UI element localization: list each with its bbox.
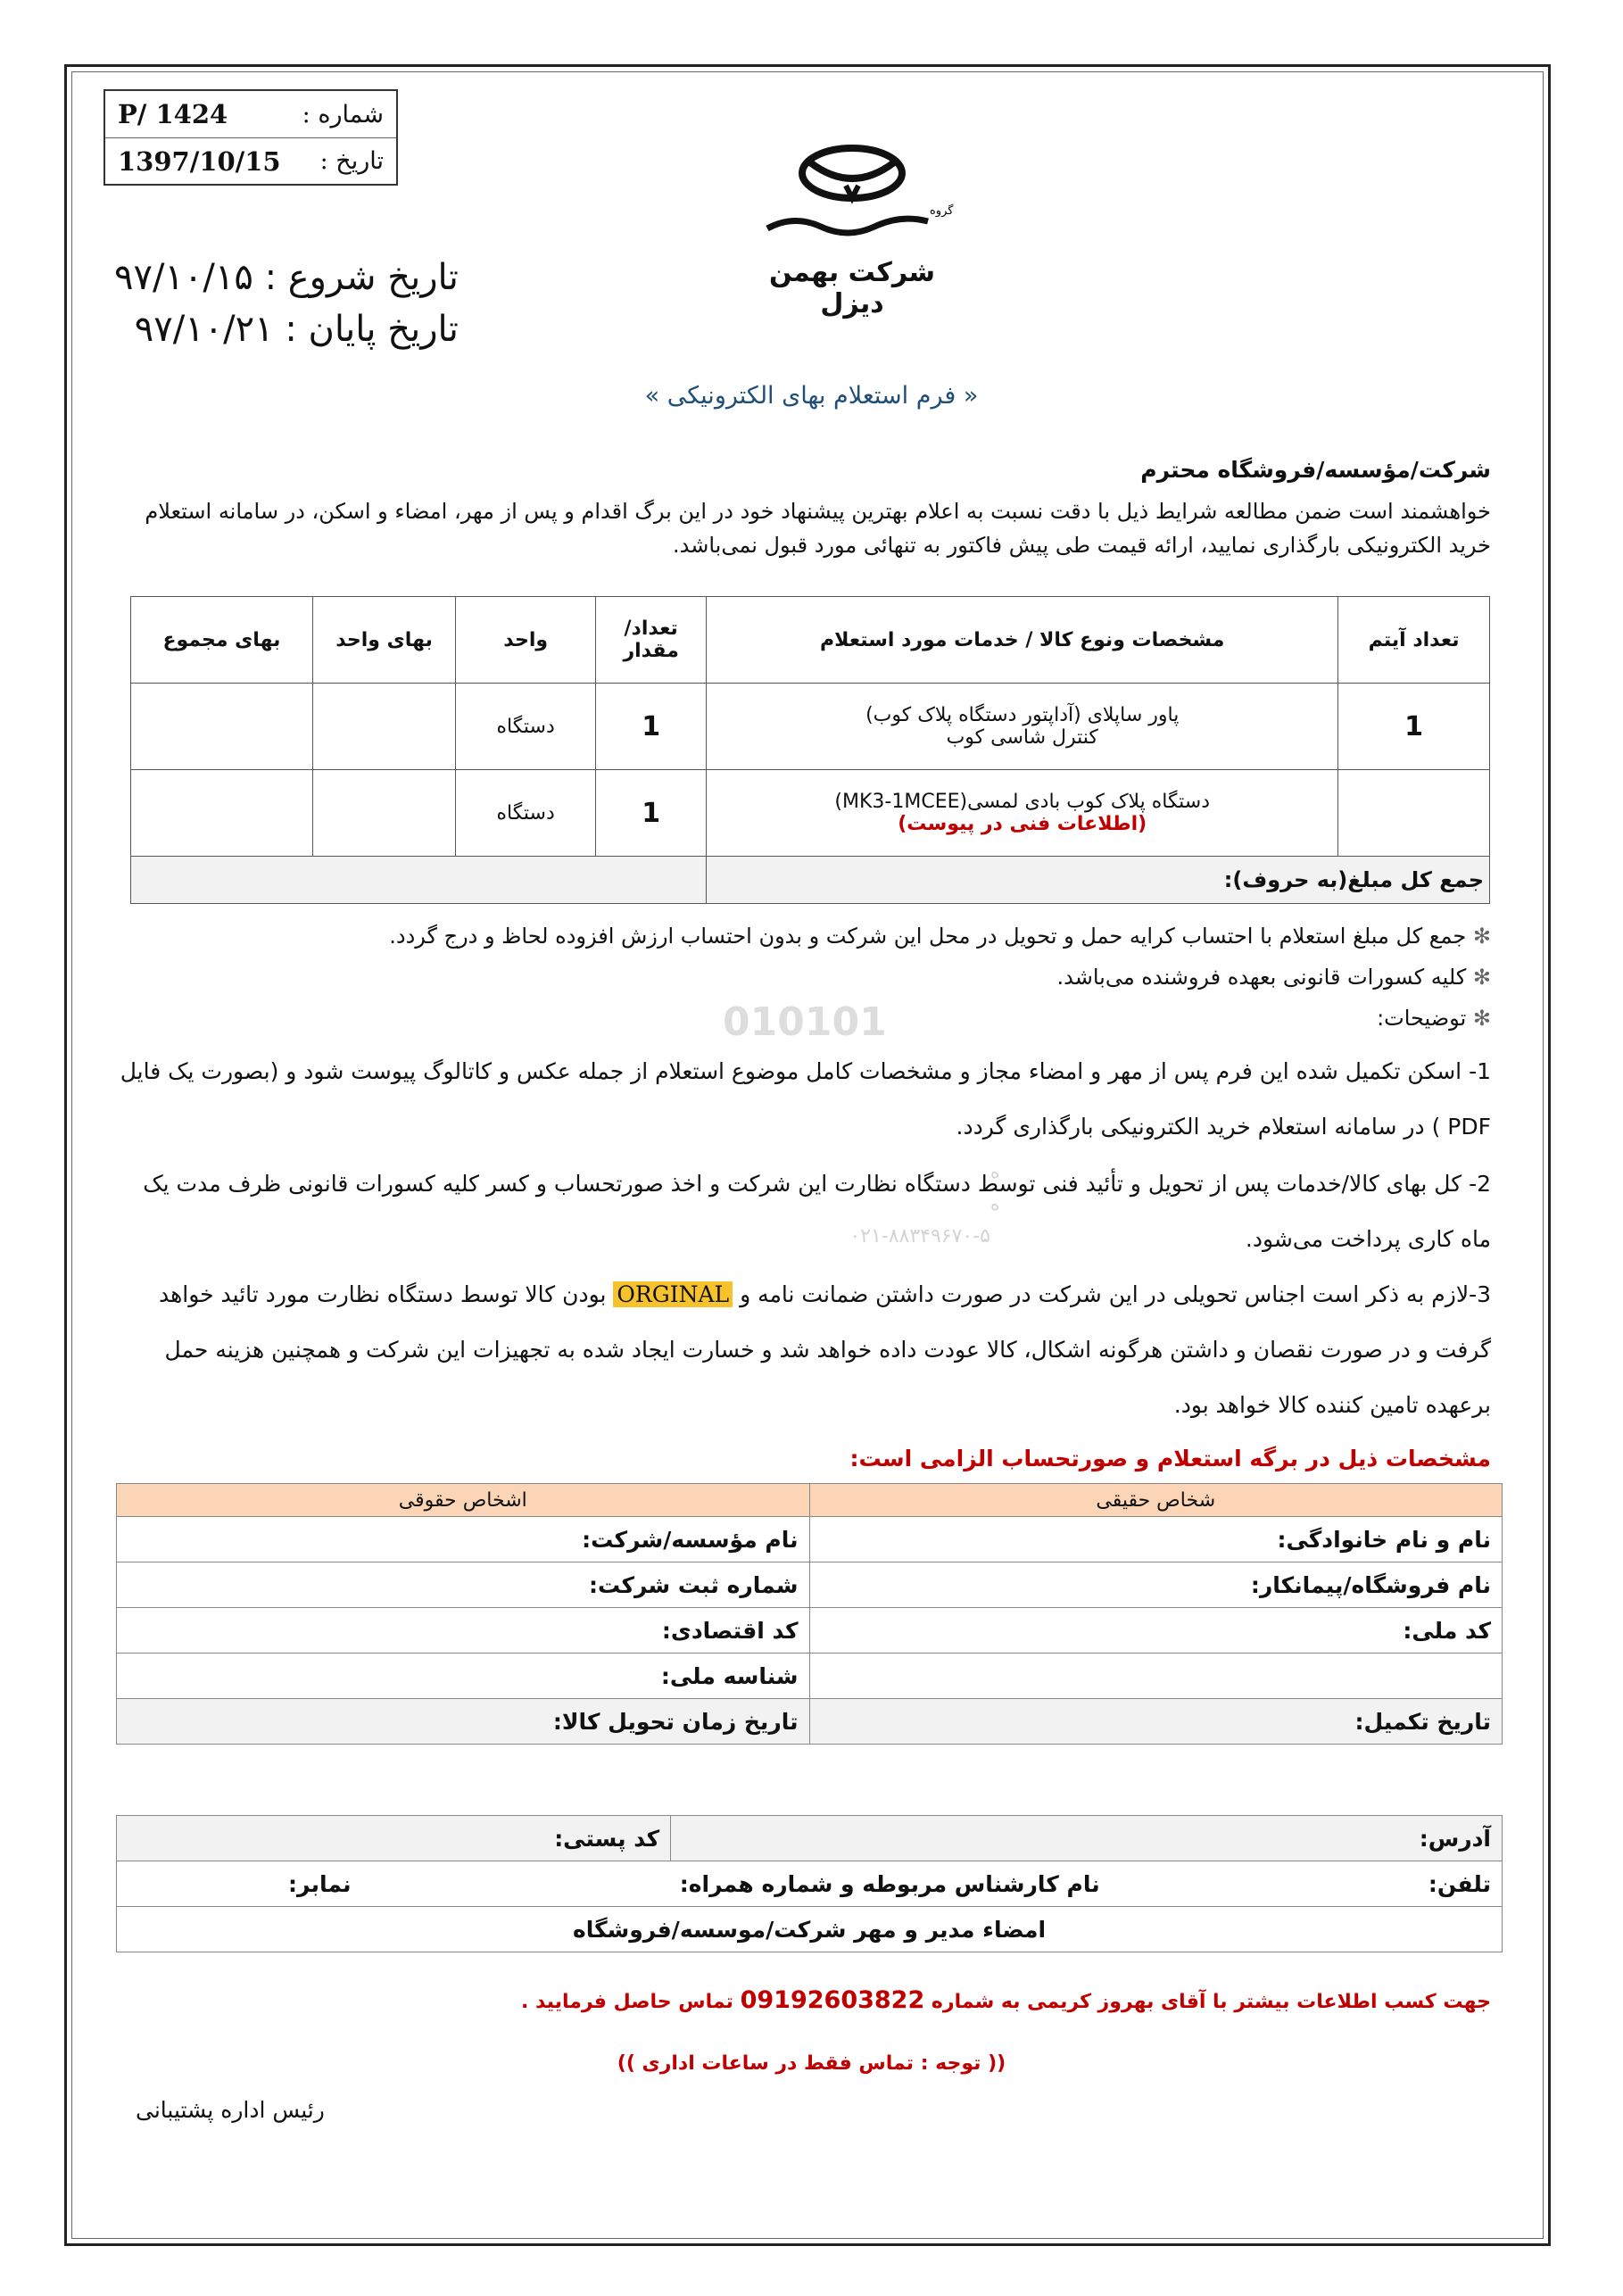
- items-header-row: [131, 597, 1490, 684]
- phone-row: [117, 1861, 1503, 1907]
- table-row: [131, 770, 1490, 857]
- table-row: [117, 1517, 1503, 1562]
- field-label[interactable]: نام فروشگاه/پیمانکار:: [809, 1562, 1503, 1608]
- number-row: [105, 91, 396, 137]
- unit-price-cell[interactable]: [312, 684, 455, 770]
- header-item-count: تعداد آیتم: [1338, 597, 1490, 684]
- item-count-cell: [1338, 770, 1490, 857]
- field-label[interactable]: کد ملی:: [809, 1608, 1503, 1654]
- watermark-line: ه: [990, 1161, 999, 1182]
- table-row: [117, 1861, 1503, 1907]
- total-price-cell[interactable]: [131, 684, 313, 770]
- company-logo: [741, 141, 964, 319]
- unit-cell: دستگاه: [456, 684, 596, 770]
- end-date: تاریخ پایان : ۹۷/۱۰/۲۱: [134, 309, 459, 350]
- specs-table: [116, 1483, 1503, 1745]
- tender-dates: [114, 252, 459, 355]
- field-label[interactable]: شناسه ملی:: [117, 1654, 810, 1699]
- contact-table: [116, 1815, 1503, 1952]
- header-total-price: بهای مجموع: [131, 597, 313, 684]
- field-label[interactable]: [809, 1654, 1503, 1699]
- bullet-text: کلیه کسورات قانونی بعهده فروشنده می‌باشد.: [1056, 965, 1467, 990]
- unit-cell: دستگاه: [456, 770, 596, 857]
- number-label: شماره :: [302, 100, 384, 128]
- intro-paragraph: خواهشمند است ضمن مطالعه شرایط ذیل با دقت نسبت به اعلام بهترین پیشنهاد خود در این برگ اقدام و پس از مهر، امضاء و اسکن، در سامانه استعلام خرید الکترونیکی بارگذاری نمایید، ارائه قیمت طی پیش فاکتور به تنهائی مورد قبول نمی‌باشد.: [145, 499, 1491, 558]
- description-cell: [707, 770, 1338, 857]
- total-row: [131, 857, 1490, 904]
- signature-field[interactable]: امضاء مدیر و مهر شرکت/موسسه/فروشگاه: [117, 1907, 1503, 1952]
- header-legal-person: اشخاص حقوقی: [117, 1484, 810, 1517]
- header-description: مشخصات ونوع کالا / خدمات مورد استعلام: [707, 597, 1338, 684]
- table-row: [117, 1699, 1503, 1745]
- office-hours-notice: (( توجه : تماس فقط در ساعات اداری )): [617, 2052, 1006, 2075]
- items-table: [130, 596, 1490, 904]
- description-line: دستگاه پلاک کوب بادی لمسی(MK3-1MCEE): [834, 791, 1211, 813]
- field-label[interactable]: تاریخ تکمیل:: [809, 1699, 1503, 1745]
- description-line: کنترل شاسی کوب: [946, 726, 1098, 749]
- unit-price-cell[interactable]: [312, 770, 455, 857]
- date-value: 1397/10/15: [118, 145, 281, 177]
- description-line: پاور ساپلای (آداپتور دستگاه پلاک کوب): [865, 704, 1180, 726]
- note-1: 1- اسکن تکمیل شده این فرم پس از مهر و امضاء مجاز و مشخصات کامل موضوع استعلام از جمله عکس و کاتالوگ پیوست شود و (بصورت یک فایل PDF ) در سامانه استعلام خرید الکترونیکی بارگذاری گردد.: [120, 1058, 1491, 1140]
- expert-field[interactable]: نام کارشناس مربوطه و شماره همراه:: [679, 1870, 1100, 1897]
- total-price-cell[interactable]: [131, 770, 313, 857]
- original-highlight: ORGINAL: [613, 1281, 733, 1307]
- note-bullet: ✻ کلیه کسورات قانونی بعهده فروشنده می‌باشد.: [1056, 965, 1491, 990]
- field-label[interactable]: کد اقتصادی:: [117, 1608, 810, 1654]
- table-row: [131, 684, 1490, 770]
- notes-heading-text: توضیحات:: [1377, 1006, 1467, 1031]
- header-unit-price: بهای واحد: [312, 597, 455, 684]
- item-count-cell: 1: [1338, 684, 1490, 770]
- watermark-digits: 010101: [723, 999, 887, 1045]
- field-label[interactable]: نام مؤسسه/شرکت:: [117, 1517, 810, 1562]
- contact-info-end: تماس حاصل فرمایید .: [521, 1991, 733, 2013]
- reference-box: [104, 89, 398, 186]
- date-row: [105, 137, 396, 184]
- technical-info-note: (اطلاعات فنی در پیوست): [898, 813, 1147, 835]
- phone-field[interactable]: تلفن:: [1428, 1870, 1491, 1897]
- note-bullet: ✻ جمع کل مبلغ استعلام با احتساب کرایه حمل و تحویل در محل این شرکت و بدون احتساب ارزش افزوده لحاظ و درج گردد.: [389, 924, 1491, 949]
- notes-heading: ✻ توضیحات:: [1377, 1006, 1491, 1031]
- total-label: جمع کل مبلغ(به حروف):: [707, 857, 1490, 904]
- form-title: « فرم استعلام بهای الکترونیکی »: [644, 382, 979, 410]
- company-name: شرکت بهمن دیزل: [769, 257, 935, 319]
- note-3-end: بودن کالا توسط دستگاه نظارت مورد تائید خواهد گرفت و در صورت نقصان و داشتن هرگونه اشکال، کالا عودت داده خواهد شد و خسارت ایجاد شده به تجهیزات این شرکت و همچنین هزینه حمل برعهده تامین کننده کالا خواهد بود.: [158, 1281, 1491, 1418]
- number-value: P/ 1424: [118, 99, 228, 129]
- watermark-line: ه: [990, 1193, 999, 1214]
- watermark-phone: ۰۲۱-۸۸۳۴۹۶۷۰-۵: [849, 1225, 990, 1247]
- fax-field[interactable]: نمابر:: [288, 1870, 352, 1897]
- description-cell: [707, 684, 1338, 770]
- note-2: 2- کل بهای کالا/خدمات پس از تحویل و تأئید فنی توسط دستگاه نظارت این شرکت و اخذ صورتحساب و کسر کلیه کسورات قانونی ظرف مدت یک ماه کاری پرداخت می‌شود.: [143, 1171, 1491, 1252]
- address-field[interactable]: آدرس:: [671, 1816, 1503, 1861]
- field-label[interactable]: شماره ثبت شرکت:: [117, 1562, 810, 1608]
- note-3: [117, 1267, 1491, 1433]
- header-quantity: تعداد/ مقدار: [596, 597, 707, 684]
- table-row: [117, 1907, 1503, 1952]
- contact-phone: 09192603822: [740, 1986, 925, 2014]
- specs-header-row: [117, 1484, 1503, 1517]
- specs-heading: مشخصات ذیل در برگه استعلام و صورتحساب الزامی است:: [849, 1446, 1491, 1471]
- date-label: تاریخ :: [319, 147, 384, 175]
- logo-group-text: گروه: [930, 204, 954, 218]
- table-row: [117, 1816, 1503, 1861]
- quantity-cell: 1: [596, 684, 707, 770]
- bullet-text: جمع کل مبلغ استعلام با احتساب کرایه حمل و تحویل در محل این شرکت و بدون احتساب ارزش افزوده لحاظ و درج گردد.: [389, 924, 1467, 949]
- field-label[interactable]: نام و نام خانوادگی:: [809, 1517, 1503, 1562]
- contact-info-start: جهت کسب اطلاعات بیشتر با آقای بهروز کریمی به شماره: [931, 1991, 1491, 2013]
- bahman-emblem-icon: [741, 141, 964, 248]
- salutation: شرکت/مؤسسه/فروشگاه محترم: [1140, 457, 1491, 483]
- field-label[interactable]: تاریخ زمان تحویل کالا:: [117, 1699, 810, 1745]
- table-row: [117, 1608, 1503, 1654]
- signer-title: رئیس اداره پشتیبانی: [136, 2097, 325, 2123]
- total-amount-cell[interactable]: [131, 857, 707, 904]
- header-unit: واحد: [456, 597, 596, 684]
- postal-code-field[interactable]: کد پستی:: [117, 1816, 671, 1861]
- contact-info: [521, 1986, 1491, 2014]
- table-row: [117, 1654, 1503, 1699]
- quantity-cell: 1: [596, 770, 707, 857]
- header-real-person: شخاص حقیقی: [809, 1484, 1503, 1517]
- note-3-start: 3-لازم به ذکر است اجناس تحویلی در این شرکت در صورت داشتن ضمانت نامه و: [740, 1281, 1491, 1307]
- table-row: [117, 1562, 1503, 1608]
- start-date: تاریخ شروع : ۹۷/۱۰/۱۵: [114, 257, 459, 298]
